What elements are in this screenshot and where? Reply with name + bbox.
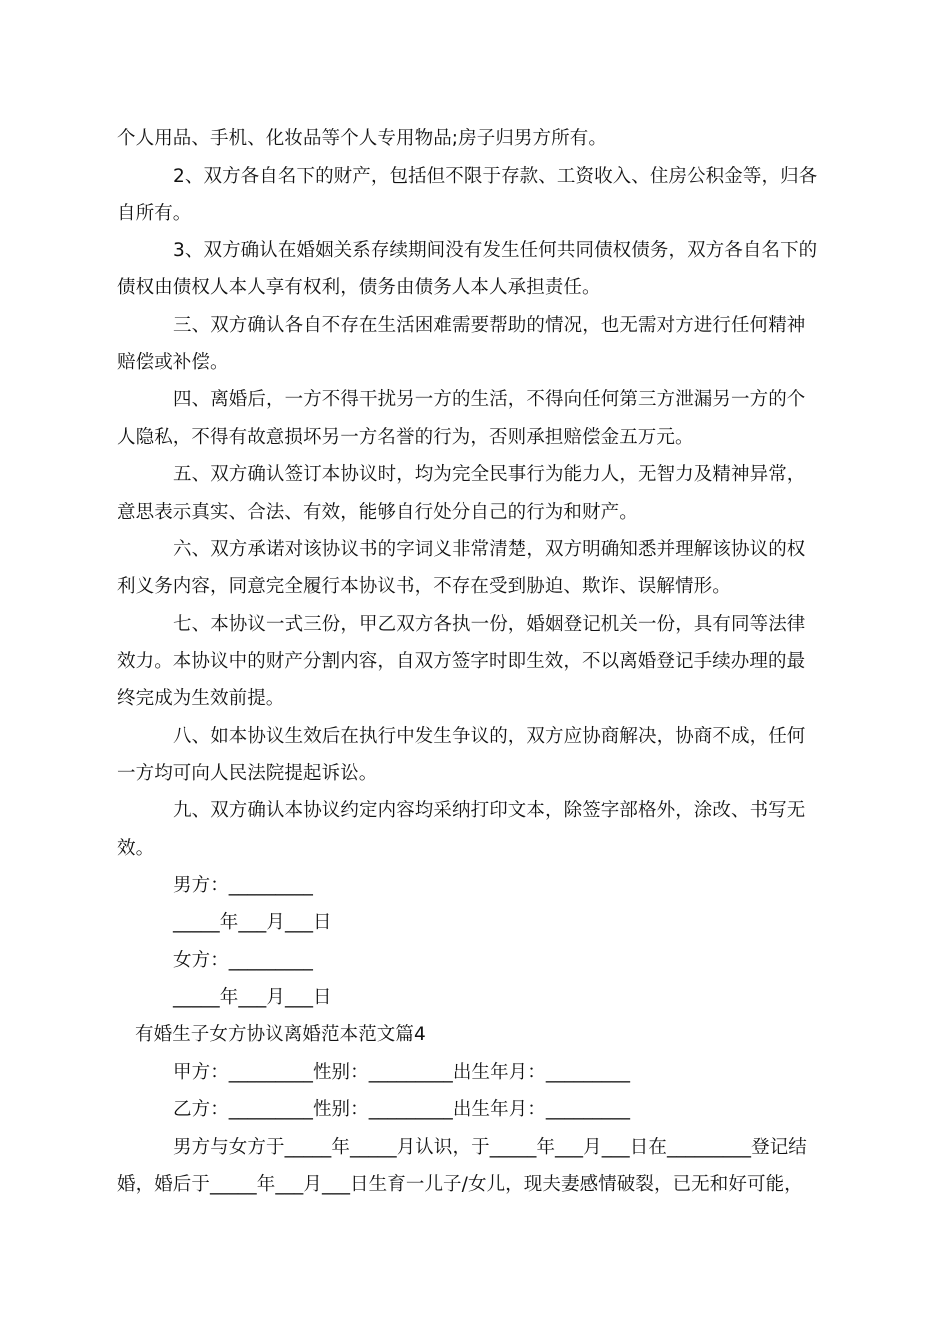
text-line: 自所有。 — [117, 203, 192, 224]
text-line: 婚，婚后于_____年___月___日生育一儿子/女儿，现夫妻感情破裂，已无和好可能， — [117, 1174, 803, 1195]
party-b-info-line: 乙方：_________性别：_________出生年月：_________ — [173, 1099, 631, 1120]
text-line: 债权由债权人本人享有权利，债务由债务人本人承担责任。 — [117, 277, 601, 298]
text-line: 效。 — [117, 838, 155, 859]
husband-signature-line: 男方：_________ — [173, 875, 313, 896]
text-line: 一方均可向人民法院提起诉讼。 — [117, 763, 378, 784]
section-8-line: 八、如本协议生效后在执行中发生争议的，双方应协商解决，协商不成，任何 — [173, 726, 806, 747]
husband-date-line: _____年___月___日 — [173, 912, 332, 933]
clause-2-line: 2、双方各自名下的财产，包括但不限于存款、工资收入、住房公积金等，归各 — [173, 166, 818, 187]
text-line: 利义务内容，同意完全履行本协议书，不存在受到胁迫、欺诈、误解情形。 — [117, 576, 731, 597]
wife-date-line: _____年___月___日 — [173, 987, 332, 1008]
section-6-line: 六、双方承诺对该协议书的字词义非常清楚，双方明确知悉并理解该协议的权 — [173, 539, 806, 560]
section-3-line: 三、双方确认各自不存在生活困难需要帮助的情况，也无需对方进行任何精神 — [173, 315, 806, 336]
section-4-line: 四、离婚后，一方不得干扰另一方的生活，不得向任何第三方泄漏另一方的个 — [173, 389, 806, 410]
section-5-line: 五、双方确认签订本协议时，均为完全民事行为能力人，无智力及精神异常， — [173, 464, 806, 485]
wife-signature-line: 女方：_________ — [173, 950, 313, 971]
party-a-info-line: 甲方：_________性别：_________出生年月：_________ — [173, 1062, 631, 1083]
text-line: 个人用品、手机、化妆品等个人专用物品;房子归男方所有。 — [117, 128, 607, 149]
marriage-info-line: 男方与女方于_____年_____月认识，于_____年___月___日在_________登记结 — [173, 1137, 807, 1158]
text-line: 人隐私，不得有故意损坏另一方名誉的行为，否则承担赔偿金五万元。 — [117, 427, 694, 448]
text-line: 赔偿或补偿。 — [117, 352, 229, 373]
section-7-line: 七、本协议一式三份，甲乙双方各执一份，婚姻登记机关一份，具有同等法律 — [173, 614, 806, 635]
section-9-line: 九、双方确认本协议约定内容均采纳打印文本，除签字部格外，涂改、书写无 — [173, 800, 806, 821]
text-line: 效力。本协议中的财产分割内容，自双方签字时即生效，不以离婚登记手续办理的最 — [117, 651, 806, 672]
text-line: 意思表示真实、合法、有效，能够自行处分自己的行为和财产。 — [117, 502, 638, 523]
text-line: 终完成为生效前提。 — [117, 688, 285, 709]
clause-3-line: 3、双方确认在婚姻关系存续期间没有发生任何共同债权债务，双方各自名下的 — [173, 240, 818, 261]
section-title: 有婚生子女方协议离婚范本范文篇4 — [135, 1024, 426, 1045]
